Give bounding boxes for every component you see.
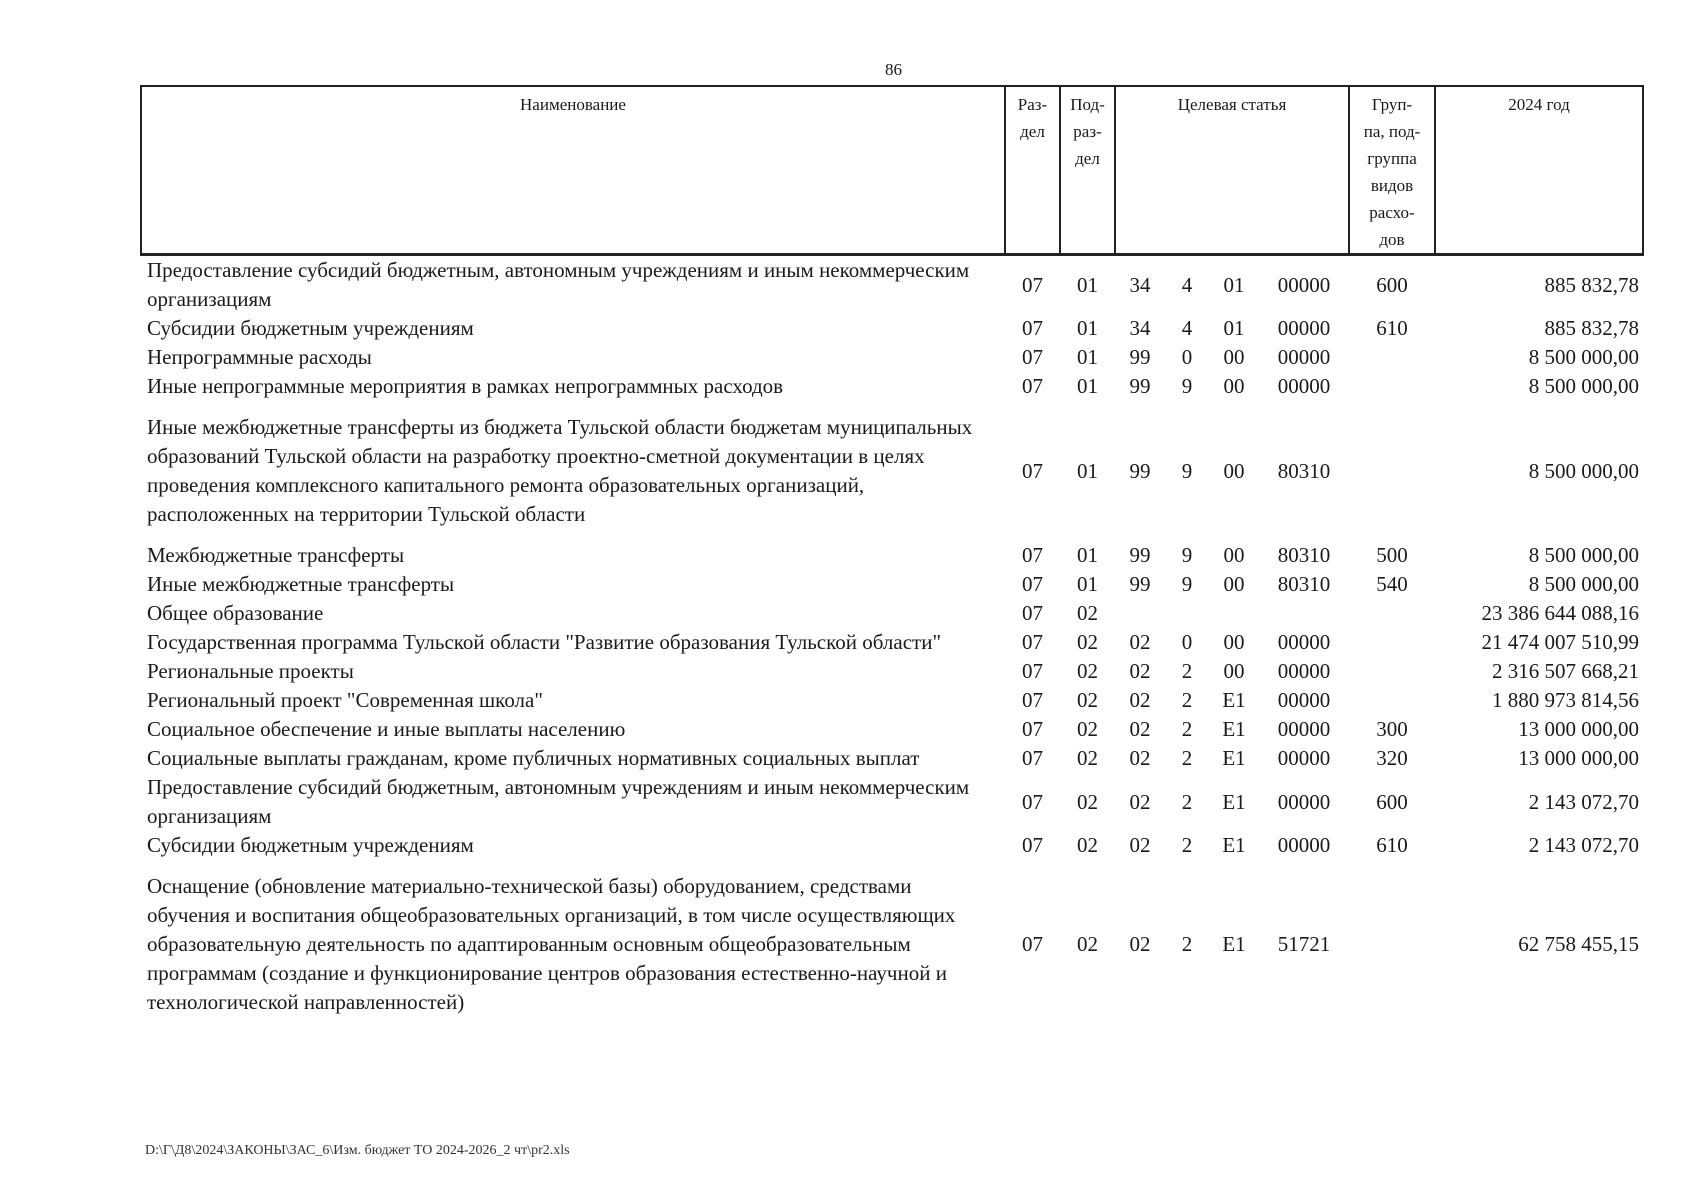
header-gruppa-line: расхо- [1369,203,1415,222]
row-target-code-4: 00000 [1277,659,1331,683]
row-target-code-1: 99 [1129,572,1151,596]
row-expense-group [1349,599,1435,628]
row-target-code-1: 02 [1129,659,1151,683]
row-target-code-1: 02 [1129,630,1151,654]
row-target-code-4: 00000 [1277,688,1331,712]
row-target-code-3 [1209,599,1259,628]
row-amount-2024: 62 758 455,15 [1518,932,1639,956]
row-podrazdel: 02 [1077,717,1098,741]
header-razdel-line: Раз- [1017,95,1048,114]
row-target-code-4: 80310 [1277,543,1331,567]
row-target-code-2: 9 [1181,572,1193,596]
table-row [141,657,1643,686]
table-body [141,255,1643,1030]
row-name: Общее образование [147,601,324,625]
row-target-code-4: 00000 [1277,717,1331,741]
table-row [141,541,1643,570]
table-row [141,860,1643,1029]
row-target-code-3: 00 [1223,345,1245,369]
row-podrazdel: 01 [1077,316,1098,340]
row-razdel: 07 [1022,789,1043,814]
row-target-code-4: 00000 [1277,789,1331,814]
row-expense-group: 600 [1376,789,1408,814]
row-amount-2024: 8 500 000,00 [1528,345,1639,369]
header-celevaya-statya: Целевая статья [1115,86,1349,255]
row-expense-group: 300 [1376,717,1408,741]
row-target-code-1: 02 [1129,932,1151,956]
row-amount-2024: 2 143 072,70 [1528,789,1639,814]
header-gruppa-line: Груп- [1371,95,1413,114]
row-target-code-3: E1 [1222,688,1246,712]
row-name: Иные непрограммные мероприятия в рамках непрограммных расходов [147,374,784,398]
row-target-code-1: 02 [1129,717,1151,741]
row-razdel: 07 [1022,630,1043,654]
row-razdel: 07 [1022,572,1043,596]
row-target-code-3: 00 [1223,543,1245,567]
row-razdel: 07 [1022,374,1043,398]
row-name: Социальное обеспечение и иные выплаты населению [147,717,626,741]
row-target-code-4: 00000 [1277,345,1331,369]
row-target-code-4: 51721 [1277,932,1331,956]
header-name: Наименование [141,86,1005,255]
row-target-code-2: 2 [1181,717,1193,741]
row-target-code-3: 00 [1223,659,1245,683]
header-year: 2024 год [1435,86,1643,255]
row-razdel: 07 [1022,543,1043,567]
row-target-code-3: E1 [1222,717,1246,741]
row-target-code-2: 2 [1181,659,1193,683]
row-target-code-2: 0 [1181,345,1193,369]
row-target-code-4: 00000 [1277,316,1331,340]
row-amount-2024: 8 500 000,00 [1528,458,1639,483]
row-target-code-3: 00 [1223,374,1245,398]
table-row [141,686,1643,715]
row-target-code-3: 00 [1223,458,1245,483]
row-target-code-3: E1 [1222,833,1246,857]
row-target-code-2: 2 [1181,932,1193,956]
row-target-code-2: 2 [1181,688,1193,712]
row-target-code-1: 02 [1129,746,1151,770]
row-razdel: 07 [1022,601,1043,625]
row-podrazdel: 02 [1077,833,1098,857]
row-target-code-4: 00000 [1277,746,1331,770]
row-target-code-1: 99 [1129,543,1151,567]
row-razdel: 07 [1022,458,1043,483]
row-expense-group: 500 [1376,543,1408,567]
row-razdel: 07 [1022,932,1043,956]
row-expense-group [1349,372,1435,401]
table-row [141,401,1643,541]
header-podrazdel-line: раз- [1073,122,1102,141]
row-amount-2024: 885 832,78 [1544,316,1639,340]
row-podrazdel: 01 [1077,272,1098,297]
row-name: Социальные выплаты гражданам, кроме публичных нормативных социальных выплат [147,746,920,770]
row-amount-2024: 885 832,78 [1544,272,1639,297]
row-razdel: 07 [1022,833,1043,857]
header-razdel [1005,86,1060,255]
table-header-row [141,86,1643,255]
row-name: Оснащение (обновление материально-технической базы) оборудованием, средствами обучения и воспитания общеобразовательных организаций, в том числе осуществляющих образовательную деятельность по адаптированным основным общеобразовательным программам (создание и функционирование центров образования естественно-научной и технологической направленностей) [147,874,956,1014]
row-target-code-2 [1165,599,1209,628]
row-podrazdel: 02 [1077,746,1098,770]
table-row [141,343,1643,372]
row-target-code-4: 00000 [1277,374,1331,398]
row-razdel: 07 [1022,717,1043,741]
row-podrazdel: 01 [1077,543,1098,567]
row-razdel: 07 [1022,345,1043,369]
row-podrazdel: 01 [1077,572,1098,596]
header-razdel-line: дел [1020,122,1045,141]
row-target-code-3: E1 [1222,932,1246,956]
table-row [141,314,1643,343]
row-razdel: 07 [1022,746,1043,770]
row-amount-2024: 8 500 000,00 [1528,543,1639,567]
row-target-code-1: 02 [1129,789,1151,814]
row-target-code-4 [1259,599,1349,628]
row-podrazdel: 01 [1077,374,1098,398]
row-target-code-4: 80310 [1277,572,1331,596]
table-row [141,628,1643,657]
header-gruppa-line: дов [1379,230,1405,249]
row-amount-2024: 13 000 000,00 [1518,717,1639,741]
row-target-code-1: 34 [1129,272,1151,297]
row-target-code-4: 80310 [1277,458,1331,483]
row-target-code-4: 00000 [1277,833,1331,857]
table-row [141,773,1643,831]
row-expense-group [1349,628,1435,657]
row-target-code-2: 9 [1181,458,1193,483]
row-podrazdel: 01 [1077,345,1098,369]
header-podrazdel-line: дел [1075,149,1100,168]
row-expense-group [1349,401,1435,541]
row-target-code-1: 99 [1129,374,1151,398]
row-podrazdel: 02 [1077,688,1098,712]
row-name: Региональный проект "Современная школа" [147,688,543,712]
row-expense-group: 610 [1376,833,1408,857]
row-target-code-2: 9 [1181,543,1193,567]
header-gruppa [1349,86,1435,255]
row-expense-group [1349,657,1435,686]
row-podrazdel: 02 [1077,601,1098,625]
row-target-code-2: 2 [1181,746,1193,770]
row-name: Межбюджетные трансферты [147,543,405,567]
row-amount-2024: 8 500 000,00 [1528,572,1639,596]
row-podrazdel: 02 [1077,789,1098,814]
row-target-code-1: 34 [1129,316,1151,340]
row-expense-group [1349,343,1435,372]
page-number: 86 [885,60,902,79]
row-target-code-2: 0 [1181,630,1193,654]
row-target-code-1 [1115,599,1165,628]
header-gruppa-line: па, под- [1363,122,1421,141]
header-gruppa-line: группа [1367,149,1417,168]
row-razdel: 07 [1022,659,1043,683]
row-amount-2024: 21 474 007 510,99 [1481,630,1639,654]
row-target-code-3: 00 [1223,630,1245,654]
row-target-code-2: 4 [1181,272,1193,297]
row-target-code-4: 00000 [1277,272,1331,297]
table-row [141,744,1643,773]
row-name: Предоставление субсидий бюджетным, автономным учреждениям и иным некоммерческим организациям [147,775,970,828]
row-name: Субсидии бюджетным учреждениям [147,833,474,857]
file-path-footer: D:\Г\Д8\2024\ЗАКОНЫ\ЗАС_6\Изм. бюджет ТО 2024-2026_2 чт\pr2.xls [145,1143,570,1158]
table-row [141,570,1643,599]
row-target-code-1: 99 [1129,345,1151,369]
row-expense-group: 610 [1376,316,1408,340]
budget-table [140,85,1644,1029]
row-name: Государственная программа Тульской области "Развитие образования Тульской области" [147,630,942,654]
row-expense-group [1349,686,1435,715]
row-target-code-2: 2 [1181,789,1193,814]
row-name: Иные межбюджетные трансферты из бюджета Тульской области бюджетам муниципальных образований Тульской области на разработку проектно-сметной документации в целях проведения комплексного капитального ремонта образовательных организаций, расположенных на территории Тульской области [147,415,973,526]
row-name: Субсидии бюджетным учреждениям [147,316,474,340]
row-target-code-3: 01 [1223,316,1245,340]
row-name: Предоставление субсидий бюджетным, автономным учреждениям и иным некоммерческим организациям [147,258,970,311]
table-row [141,255,1643,315]
row-podrazdel: 01 [1077,458,1098,483]
row-podrazdel: 02 [1077,659,1098,683]
table-row [141,372,1643,401]
row-target-code-1: 02 [1129,688,1151,712]
row-amount-2024: 13 000 000,00 [1518,746,1639,770]
row-expense-group: 540 [1376,572,1408,596]
row-expense-group: 600 [1376,272,1408,297]
row-amount-2024: 2 316 507 668,21 [1492,659,1639,683]
row-amount-2024: 8 500 000,00 [1528,374,1639,398]
row-target-code-2: 9 [1181,374,1193,398]
row-expense-group: 320 [1376,746,1408,770]
row-target-code-3: 00 [1223,572,1245,596]
header-gruppa-line: видов [1370,176,1414,195]
row-amount-2024: 2 143 072,70 [1528,833,1639,857]
row-amount-2024: 23 386 644 088,16 [1481,601,1639,625]
table-row [141,715,1643,744]
row-razdel: 07 [1022,316,1043,340]
row-target-code-2: 4 [1181,316,1193,340]
row-name: Региональные проекты [147,659,354,683]
row-podrazdel: 02 [1077,630,1098,654]
row-target-code-3: E1 [1222,789,1246,814]
row-target-code-1: 02 [1129,833,1151,857]
header-podrazdel [1060,86,1115,255]
row-expense-group [1349,860,1435,1029]
table-row [141,831,1643,860]
row-razdel: 07 [1022,688,1043,712]
table-row [141,599,1643,628]
row-target-code-3: E1 [1222,746,1246,770]
row-podrazdel: 02 [1077,932,1098,956]
header-podrazdel-line: Под- [1070,95,1105,114]
row-razdel: 07 [1022,272,1043,297]
row-target-code-1: 99 [1129,458,1151,483]
row-amount-2024: 1 880 973 814,56 [1492,688,1639,712]
row-target-code-3: 01 [1223,272,1245,297]
row-target-code-4: 00000 [1277,630,1331,654]
row-name: Непрограммные расходы [147,345,372,369]
row-name: Иные межбюджетные трансферты [147,572,455,596]
row-target-code-2: 2 [1181,833,1193,857]
